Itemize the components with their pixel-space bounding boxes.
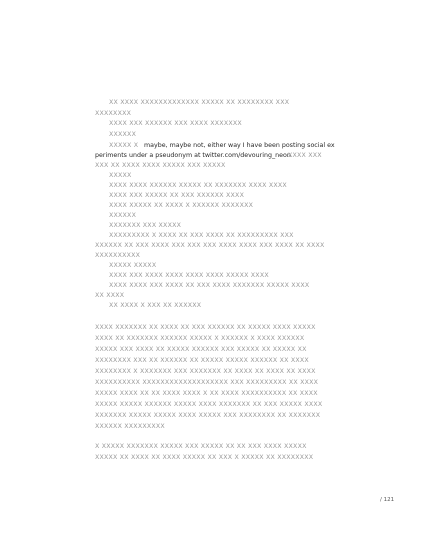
text-line: XXXXX XXXX XX XX XXXX XXXX X XX XXXX XXXXXXXXXX XX XXXX: [95, 390, 318, 397]
page-number: / 121: [380, 497, 395, 503]
text-line: XXXX XXXX XXX XXXX XX XXX XXXX XXXXXXX XXXXX XXXX: [109, 282, 310, 289]
text-line: XXXX XXX: [288, 152, 322, 159]
text-line: XXXXXXX XXX XXXXX: [109, 222, 182, 229]
text-line: XXX XX XXXX XXXX XXXXX XXX XXXXX: [95, 162, 226, 169]
text-line: XXXXXXXXXX XXXXXXXXXXXXXXXXXXX XXX XXXXXXXXX XX XXXX: [95, 379, 319, 386]
text-line: XXXX XXXX XXXXXX XXXXX XX XXXXXXX XXXX XXXX: [109, 182, 287, 189]
text-line: XXXXX XX XXXX XX XXXX XXXXX XX XXX X XXXXX XX XXXXXXXX: [95, 454, 314, 461]
text-line: XXXXXXXX XXX XX XXXXXX XX XXXXX XXXXX XXXXXX XX XXXX: [95, 357, 309, 364]
text-line: XXXX XXX XXXXX XX XXX XXXXXX XXXX: [109, 192, 245, 199]
text-line: XXXX XXXXX XX XXXX X XXXXXX XXXXXXX: [109, 202, 254, 209]
visible-text-line: periments under a pseudonym at twitter.com/devouring_neon: [95, 152, 291, 159]
text-line: XX XXXX XXXXXXXXXXXXX XXXXX XX XXXXXXXX XXX: [109, 99, 290, 106]
text-line: XXXXXX XX XXX XXXX XXX XXX XXX XXXX XXXX XXX XXXX XX XXXX: [95, 242, 325, 249]
text-line: XXXXXXXX X XXXXXXX XXX XXXXXXX XX XXXX XX XXXX XX XXXX: [95, 368, 316, 375]
text-line: XXXX XXX XXXXXX XXX XXXX XXXXXXX: [109, 120, 242, 127]
text-line: XXXXXXXX: [95, 110, 132, 117]
text-line: XX XXXX X XXX XX XXXXXX: [109, 302, 202, 309]
text-line: XXXXX X: [109, 142, 139, 149]
text-line: XXXX XX XXXXXXX XXXXXX XXXXX X XXXXXX X XXXX XXXXXX: [95, 335, 305, 342]
text-line: XXXXX XXXXX: [109, 262, 157, 269]
text-line: XXXXXX XXXXXXXXX: [95, 423, 165, 430]
text-line: XXXX XXXXXXX XX XXXX XX XXX XXXXXX XX XXXXX XXXX XXXXX: [95, 324, 316, 331]
text-line: XXXXXXXXXX: [95, 252, 141, 259]
text-line: XXXXX: [109, 172, 132, 179]
text-line: XXXXXX: [109, 212, 137, 219]
text-line: XXXXXXX XXXXX XXXXX XXXX XXXXX XXX XXXXXXXX XX XXXXXXX: [95, 412, 321, 419]
text-line: XX XXXX: [95, 292, 125, 299]
text-line: XXXXXXXXX X XXXX XX XXX XXXX XX XXXXXXXXX XXX: [109, 232, 294, 239]
text-line: XXXXXX: [109, 131, 137, 138]
text-line: XXXX XXX XXXX XXXX XXXX XXXX XXXXX XXXX: [109, 272, 269, 279]
visible-text-line: maybe, maybe not, either way I have been posting social ex: [144, 142, 335, 149]
text-line: XXXXX XXX XXXX XX XXXXX XXXXXX XXX XXXXX XX XXXXX XX: [95, 346, 307, 353]
text-line: X XXXXX XXXXXXX XXXXX XXX XXXXX XX XX XXX XXXX XXXXX: [95, 443, 307, 450]
text-line: XXXXX XXXXX XXXXXX XXXXX XXXX XXXXXXX XX XXX XXXXX XXXX: [95, 401, 323, 408]
